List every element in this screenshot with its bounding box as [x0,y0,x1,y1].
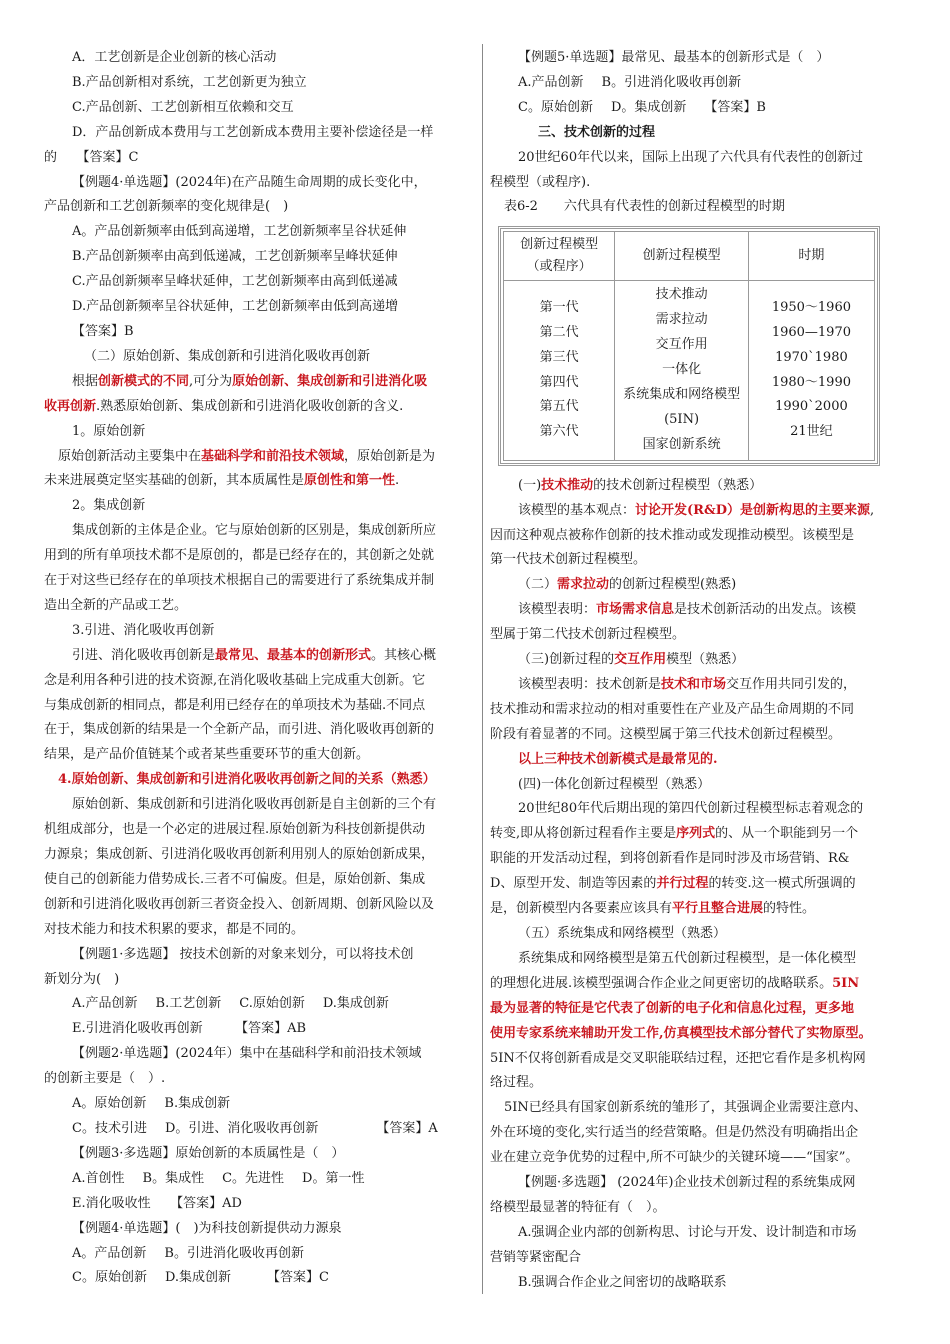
emphasis-line: 以上三种技术创新模式是最常见的. [518,751,718,767]
period-cell: 1990`2000 [775,399,848,415]
text-line: 集成创新的主体是企业。它与原始创新的区别是，集成创新所应 [72,523,437,539]
subheading: (一)技术推动的技术创新过程模型（熟悉） [518,477,763,493]
text-line: 20世纪80年代后期出现的第四代创新过程模型标志着观念的 [518,801,864,817]
answer-line: 【答案】B [72,323,134,339]
subheading: 2。集成创新 [72,498,146,514]
generation-cell: 第二代 [539,324,579,340]
subheading: （三)创新过程的交互作用模型（熟悉） [518,652,745,668]
text-line: 因而这种观点被称作创新的技术推动或发现推动模型。该模型是 [490,527,855,543]
text-line: 用到的所有单项技术都不是原创的，都是已经存在的，其创新之处就 [44,548,435,564]
text-line: 第一代技术创新过程模型。 [490,552,647,568]
text-line: 阶段有着显著的不同。这模型属于第三代技术创新过程模型。 [490,726,842,742]
period-cell: 1950～1960 [771,299,851,315]
example-question: 【例题3·多选题】原始创新的本质属性是（ ） [72,1145,345,1161]
header-text: 创新过程模型 （或程序） [520,237,599,275]
generation-cell: 第四代 [539,374,579,390]
text-line: 根据创新模式的不同,可分为原始创新、集成创新和引进消化吸 [72,373,428,389]
text-line: 转变,即从将创新过程看作主要是序列式的、从一个职能到另一个 [490,826,859,842]
table-col-model [615,281,749,460]
model-cell: 系统集成和网络模型 [623,386,741,402]
text-line: 造出全新的产品或工艺。 [44,597,188,613]
option-line: D.产品创新频率呈谷状延伸，工艺创新频率由低到高递增 [72,299,399,315]
table-col-period [748,281,874,460]
option-line: A.产品创新 B。引进消化吸收再创新 [518,74,742,90]
text-line: 的创新主要是（ ）. [44,1071,166,1087]
section-heading: 三、技术创新的过程 [538,124,656,140]
subheading: （五）系统集成和网络模型（熟悉） [518,926,727,941]
text-line: 新划分为( ) [44,971,120,987]
option-line: B.产品创新相对系统，工艺创新更为独立 [72,74,307,90]
text-line: 络模型最显著的特征有（ ）。 [490,1199,666,1215]
text-line: 收再创新.熟悉原始创新、集成创新和引进消化吸收创新的含义. [44,398,404,414]
text-line: 在于，集成创新的结果是一个全新产品，而引进、消化吸收再创新的 [44,722,435,738]
subheading: (四)一体化创新过程模型（熟悉） [518,776,711,792]
option-line: A．工艺创新是企业创新的核心活动 [72,50,277,65]
text-line: 力源泉；集成创新、引进消化吸收再创新利用别人的原始创新成果， [44,847,435,862]
emphasis-line: 最为显著的特征是它代表了创新的电子化和信息化过程，更多地 [490,1000,855,1016]
text-line: 引进、消化吸收再创新是最常见、最基本的创新形式。其核心概 [72,647,437,663]
text-line: 原始创新活动主要集中在基础科学和前沿技术领域，原始创新是为 [58,448,436,464]
text-line: 机组成部分，也是一个必定的进展过程.原始创新为科技创新提供动 [44,822,426,838]
text-line: 是，创新模型内各要素应该具有平行且整合进展的特性。 [490,901,816,917]
model-cell: 需求拉动 [655,312,708,328]
option-line: A。产品创新频率由低到高递增，工艺创新频率呈谷状延伸 [72,224,407,240]
text-line: 的理想化进展.该模型强调合作企业之间更密切的战略联系。5IN [490,975,860,991]
answer-line: E.引进消化吸收再创新 【答案】AB [72,1021,307,1037]
period-cell: 1960—1970 [771,324,851,340]
right-column [490,46,906,1296]
emphasis-line: 使用专家系统来辅助开发工作,仿真模型技术部分替代了实物原型。 [490,1025,872,1041]
text-line: 5IN已经具有国家创新系统的雏形了，其强调企业需要注意内、 [504,1100,867,1116]
text-line: 结果，是产品价值链某个或者某些重要环节的重大创新。 [44,747,370,763]
text-line: 使自己的创新能力借势成长.三者不可偏废。但是，原始创新、集成 [44,871,426,887]
model-cell: 一体化 [662,362,702,378]
example-question: 【例题4·单选题】(2024年)在产品随生命周期的成长变化中， [72,174,427,190]
table-header-process: 创新过程模型 [615,232,749,281]
example-question: 【例题5·单选题】最常见、最基本的创新形式是（ ） [518,50,830,65]
subheading: 3.引进、消化吸收再创新 [72,622,215,638]
option-line: C。原始创新 D.集成创新 【答案】C [72,1270,329,1286]
option-line: C.产品创新频率呈峰状延伸，工艺创新频率由高到低递减 [72,274,398,290]
table-col-generation [504,281,615,460]
model-period-table [498,226,880,465]
text-line: 营销等紧密配合 [490,1249,582,1265]
text-line: 型属于第二代技术创新过程模型。 [490,627,686,643]
text-line: 在于对这些已经存在的单项技术根据自己的需要进行了系统集成并制 [44,573,435,589]
option-line: D．产品创新成本费用与工艺创新成本费用主要补偿途径是一样 [72,124,434,140]
text-line: 系统集成和网络模型是第五代创新过程模型，是一体化模型 [518,950,857,966]
text-line: 该模型表明：市场需求信息是技术创新活动的出发点。该模 [518,602,857,618]
text-line: 外在环境的变化,实行适当的经营策略。但是仍然没有明确指出企 [490,1125,859,1141]
model-cell: 交互作用 [655,337,708,353]
table-caption: 表6-2 六代具有代表性的创新过程模型的时期 [504,199,785,215]
subheading: （二）需求拉动的创新过程模型(熟悉) [518,577,737,593]
subheading: 1。原始创新 [72,423,146,439]
example-question: 【例题2·单选题】(2024年）集中在基础科学和前沿技术领域 [72,1046,422,1062]
model-cell: 国家创新系统 [642,436,721,452]
text-line: 念是利用各种引进的技术资源,在消化吸收基础上完成重大创新。它 [44,672,426,688]
model-cell: (5IN) [664,411,700,427]
generation-cell: 第五代 [539,399,579,415]
text-line: 与集成创新的相同点，都是利用已经存在的单项技术为基础.不同点 [44,697,426,713]
generation-cell: 第六代 [539,424,579,440]
option-line: A.强调企业内部的创新构思、讨论与开发、设计制造和市场 [518,1224,857,1240]
text-line: 原始创新、集成创新和引进消化吸收再创新是自主创新的三个有 [72,797,437,813]
option-line: A.首创性 B。集成性 C。先进性 D。第一性 [72,1170,365,1186]
text-line: 技术推动和需求拉动的相对重要性在产业及产品生命周期的不同 [490,701,855,717]
text-line: 创新和引进消化吸收再创新三者资金投入、创新周期、创新风险以及 [44,896,435,912]
option-line: B.强调合作企业之间密切的战略联系 [518,1274,727,1290]
option-line: C。原始创新 D。集成创新 【答案】B [518,99,766,115]
subheading-emphasis: 4.原始创新、集成创新和引进消化吸收再创新之间的关系（熟悉） [58,772,436,788]
option-line: A。产品创新 B。引进消化吸收再创新 [72,1245,304,1261]
period-cell: 1980～1990 [771,374,851,390]
example-question: 【例题4·单选题】( )为科技创新提供动力源泉 [72,1220,342,1236]
generation-cell: 第三代 [539,349,579,365]
period-cell: 21世纪 [790,424,833,440]
text-line: 5IN不仅将创新看成是交叉职能联结过程，还把它看作是多机构网 [490,1050,866,1066]
text-line: 络过程。 [490,1075,543,1091]
option-line: C.产品创新、工艺创新相互依赖和交互 [72,99,294,115]
option-line: A.产品创新 B.工艺创新 C.原始创新 D.集成创新 [72,996,389,1012]
text-line: 程模型（或程序). [490,174,591,190]
text-line: 20世纪60年代以来，国际上出现了六代具有代表性的创新过 [518,149,864,165]
option-line: C。技术引进 D。引进、消化吸收再创新 【答案】A [72,1120,438,1136]
generation-cell: 第一代 [539,299,579,315]
table-header-period: 时期 [748,232,874,281]
text-line: 业在建立竞争优势的过程中,所不可缺少的关键环境——“国家”。 [490,1150,859,1166]
option-line: B.产品创新频率由高到低递减，工艺创新频率呈峰状延伸 [72,249,398,265]
column-divider [482,44,483,1294]
text-line: 对技术能力和技术积累的要求，都是不同的。 [44,921,305,937]
section-heading: （二）原始创新、集成创新和引进消化吸收再创新 [84,348,371,364]
answer-line: 的 【答案】C [44,149,139,165]
example-question: 【例题1·多选题】 按技术创新的对象来划分，可以将技术创 [72,946,414,962]
text-line: 职能的开发活动过程，到将创新看作是同时涉及市场营销、R& [490,851,850,867]
text-line: D、原型开发、制造等因素的并行过程的转变.这一模式所强调的 [490,876,856,892]
text-line: 未来进展奠定坚实基础的创新，其本质属性是原创性和第一性. [44,473,400,489]
table-header-model [504,232,615,281]
text-line: 该模型表明：技术创新是技术和市场交互作用共同引发的， [518,676,857,692]
text-line: 产品创新和工艺创新频率的变化规律是( ) [44,199,289,215]
model-cell: 技术推动 [655,287,708,303]
left-column [44,46,476,1291]
answer-line: E.消化吸收性 【答案】AD [72,1195,242,1211]
option-line: A。原始创新 B.集成创新 [72,1096,231,1112]
period-cell: 1970`1980 [775,349,848,365]
text-line: 该模型的基本观点：讨论开发(R&D）是创新构思的主要来源, [518,502,875,518]
example-question: 【例题·多选题】 (2024年)企业技术创新过程的系统集成网 [518,1175,856,1191]
